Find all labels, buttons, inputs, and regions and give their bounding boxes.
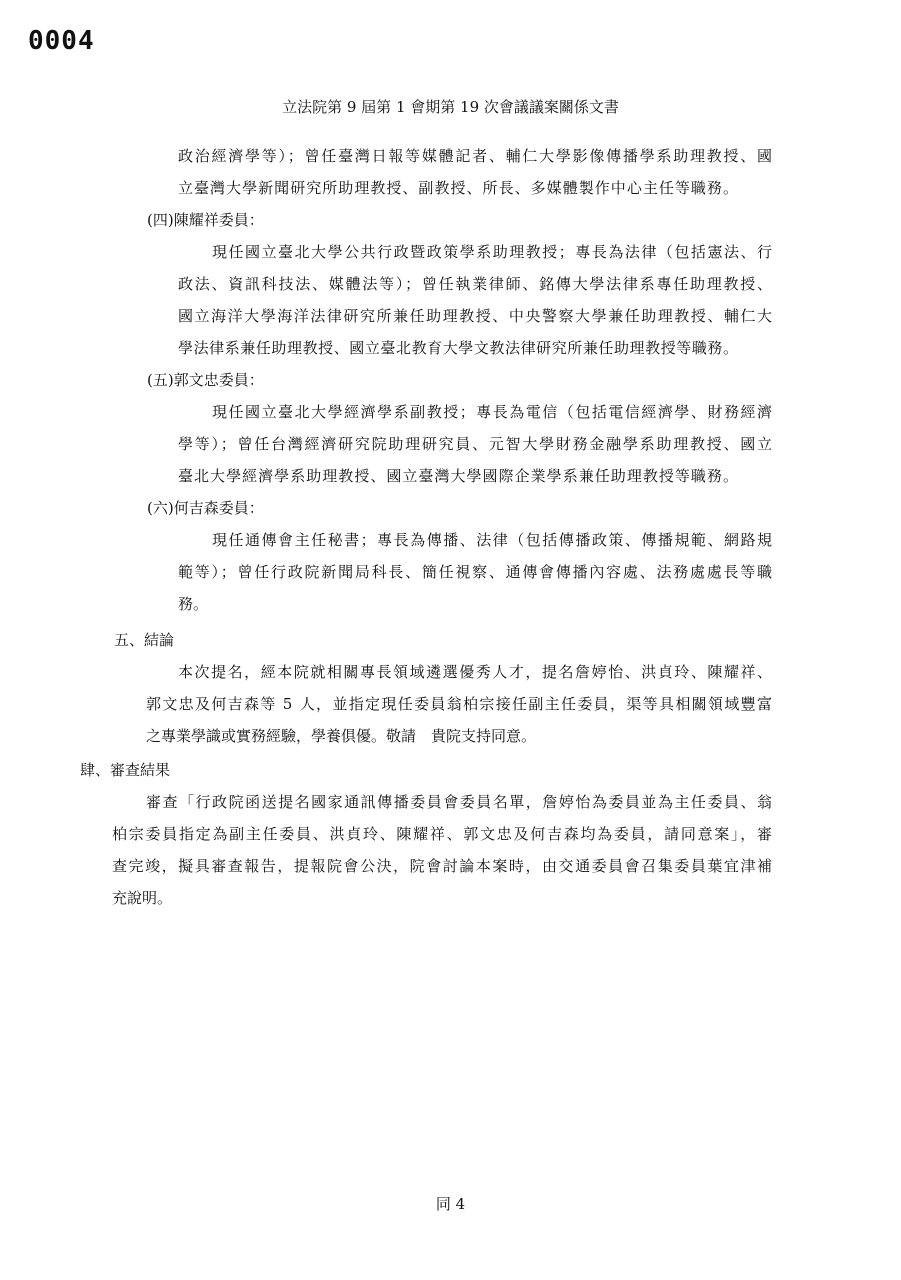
section-heading-conclusion: 五、結論	[114, 631, 175, 649]
section-heading-review: 肆、審查結果	[80, 761, 171, 779]
body-line: 務。	[178, 595, 209, 613]
body-line: 學法律系兼任助理教授、國立臺北教育大學文教法律研究所兼任助理教授等職務。	[178, 339, 739, 357]
body-line: 政法、資訊科技法、媒體法等）；曾任執業律師、銘傳大學法律系專任助理教授、	[178, 275, 774, 293]
footer-page-number: 同 4	[435, 1195, 466, 1213]
body-line: 本次提名，經本院就相關專長領域遴選優秀人才，提名詹婷怡、洪貞玲、陳耀祥、	[178, 663, 774, 681]
body-line: 國立海洋大學海洋法律研究所兼任助理教授、中央警察大學兼任助理教授、輔仁大	[178, 307, 774, 325]
body-line: 之專業學識或實務經驗，學養俱優。敬請 貴院支持同意。	[146, 727, 537, 745]
section-heading-chen: (四)陳耀祥委員：	[147, 211, 264, 229]
body-line: 查完竣，擬具審查報告，提報院會公決，院會討論本案時，由交通委員會召集委員葉宜津補	[112, 857, 774, 875]
section-heading-kuo: (五)郭文忠委員：	[147, 371, 264, 389]
body-line: 柏宗委員指定為副主任委員、洪貞玲、陳耀祥、郭文忠及何吉森均為委員，請同意案」，審	[112, 825, 774, 843]
body-line: 現任通傳會主任秘書；專長為傳播、法律（包括傳播政策、傳播規範、網路規	[212, 531, 774, 549]
section-heading-ho: (六)何吉森委員：	[147, 499, 264, 517]
body-line: 臺北大學經濟學系助理教授、國立臺灣大學國際企業學系兼任助理教授等職務。	[178, 467, 740, 485]
body-line: 郭文忠及何吉森等 5 人，並指定現任委員翁柏宗接任副主任委員，渠等具相關領域豐富	[146, 695, 774, 713]
body-line: 立臺灣大學新聞研究所助理教授、副教授、所長、多媒體製作中心主任等職務。	[178, 179, 740, 197]
page-number: 0004	[28, 26, 95, 56]
document-header: 立法院第 9 屆第 1 會期第 19 次會議議案關係文書	[282, 98, 619, 116]
body-line: 現任國立臺北大學經濟學系副教授；專長為電信（包括電信經濟學、財務經濟	[212, 403, 774, 421]
body-line: 審查「行政院函送提名國家通訊傳播委員會委員名單，詹婷怡為委員並為主任委員、翁	[146, 793, 774, 811]
body-line: 範等）；曾任行政院新聞局科長、簡任視察、通傳會傳播內容處、法務處處長等職	[178, 563, 774, 581]
body-line: 學等）；曾任台灣經濟研究院助理研究員、元智大學財務金融學系助理教授、國立	[178, 435, 774, 453]
body-line: 充說明。	[112, 889, 173, 907]
body-line: 政治經濟學等）；曾任臺灣日報等媒體記者、輔仁大學影像傳播學系助理教授、國	[178, 147, 774, 165]
body-line: 現任國立臺北大學公共行政暨政策學系助理教授；專長為法律（包括憲法、行	[212, 243, 774, 261]
